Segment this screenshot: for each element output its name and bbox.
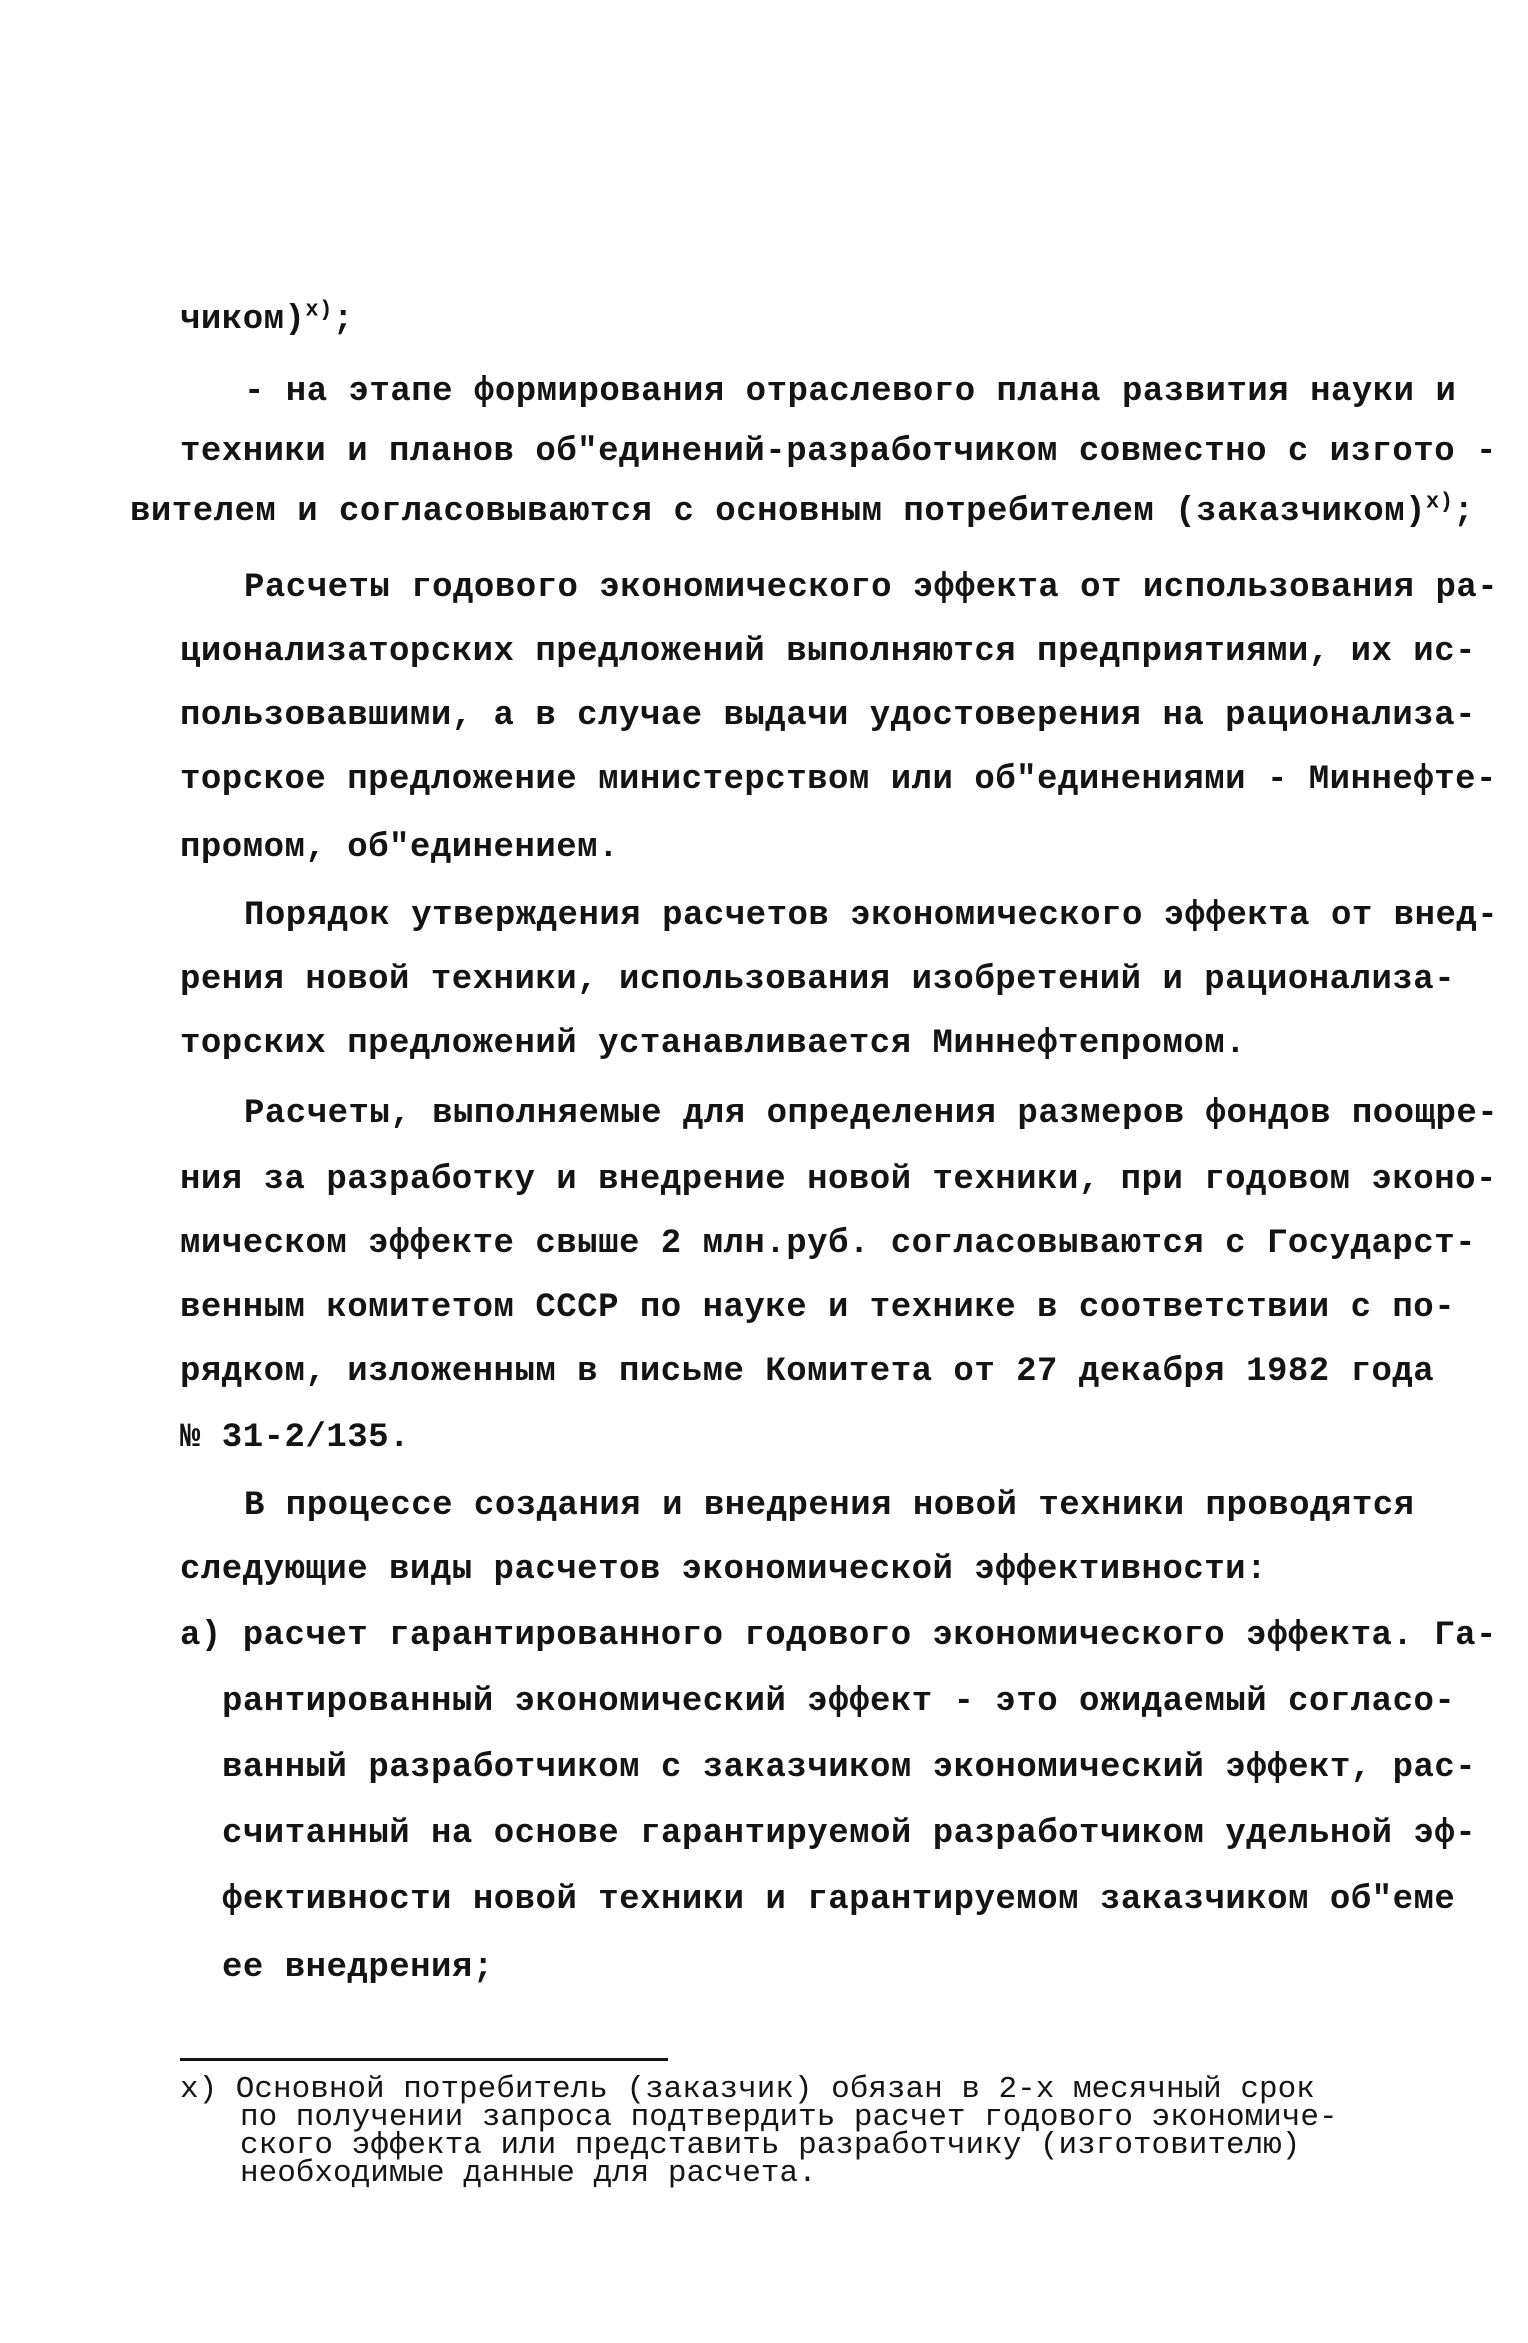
text-line (130, 489, 1475, 532)
text-line: ния за разработку и внедрение новой техники, при годовом эконо- (180, 1161, 1497, 1199)
text-line: промом, об"единением. (180, 829, 619, 867)
text-span: ; (1453, 493, 1475, 531)
text-line: фективности новой техники и гарантируемом заказчиком об"еме (222, 1881, 1456, 1919)
text-line: Расчеты, выполняемые для определения размеров фондов поощре- (244, 1095, 1499, 1133)
text-line: - на этапе формирования отраслевого плана развития науки и (244, 373, 1457, 411)
text-line: мическом эффекте свыше 2 млн.руб. согласовываются с Государст- (180, 1225, 1477, 1263)
text-span: вителем и согласовываются с основным потребителем (заказчиком) (130, 493, 1427, 531)
text-line: рения новой техники, использования изобретений и рационализа- (180, 961, 1456, 999)
text-line: считанный на основе гарантируемой разработчиком удельной эф- (222, 1815, 1477, 1853)
text-line: торское предложение министерством или об"единениями - Миннефте- (180, 761, 1497, 799)
footnote-line: по получении запроса подтвердить расчет годового экономиче- (240, 2100, 1338, 2135)
text-line: торских предложений устанавливается Миннефтепромом. (180, 1025, 1247, 1063)
text-line: ее внедрения; (222, 1949, 494, 1987)
footnote-marker: x) (1426, 489, 1454, 515)
text-line: следующие виды расчетов экономической эффективности: (180, 1551, 1267, 1589)
text-line: Расчеты годового экономического эффекта от использования ра- (244, 569, 1499, 607)
footnote-marker: x) (305, 297, 333, 323)
text-line: пользовавшими, а в случае выдачи удостоверения на рационализа- (180, 697, 1477, 735)
footnote-separator (180, 2058, 668, 2061)
text-line: ванный разработчиком с заказчиком экономический эффект, рас- (222, 1749, 1477, 1787)
text-line: а) расчет гарантированного годового экономического эффекта. Га- (180, 1617, 1497, 1655)
text-line: венным комитетом СССР по науке и технике в соответствии с по- (180, 1289, 1456, 1327)
footnote-line: х) Основной потребитель (заказчик) обязан в 2-х месячный срок (180, 2072, 1315, 2107)
text-span: чиком) (180, 301, 306, 339)
text-line (180, 297, 354, 340)
text-line: рантированный экономический эффект - это ожидаемый согласо- (222, 1683, 1456, 1721)
text-span: ; (332, 301, 354, 339)
text-line: В процессе создания и внедрения новой техники проводятся (244, 1487, 1415, 1525)
text-line: рядком, изложенным в письме Комитета от 27 декабря 1982 года (180, 1353, 1435, 1391)
text-line: № 31-2/135. (180, 1419, 410, 1457)
text-line: Порядок утверждения расчетов экономического эффекта от внед- (244, 897, 1499, 935)
footnote-line: необходимые данные для расчета. (240, 2156, 817, 2191)
text-line: техники и планов об"единений-разработчиком совместно с изгото - (180, 433, 1497, 471)
footnote-line: ского эффекта или представить разработчику (изготовителю) (240, 2128, 1301, 2163)
text-line: ционализаторских предложений выполняются предприятиями, их ис- (180, 633, 1477, 671)
